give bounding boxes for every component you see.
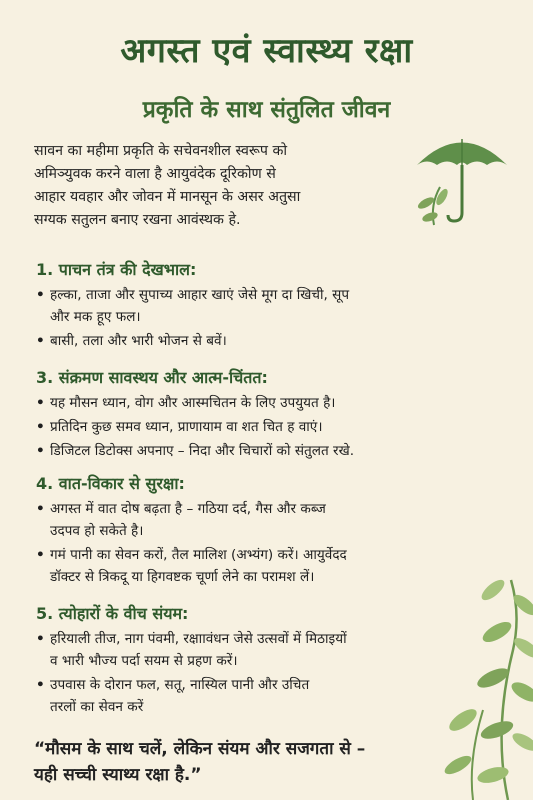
intro-paragraph	[34, 140, 414, 232]
page-title: अगस्त एवं स्वास्थ्य रक्षा	[120, 31, 413, 71]
list-item-line: हरियाली तीज, नाग पंवमी, रक्षाावंधन जेसे उत्सवों में मिठाइयों	[50, 631, 347, 647]
list-item-line: बासी, तला और भारी भोजन से बवें।	[50, 333, 227, 349]
bullet-icon: •	[36, 501, 45, 517]
list-item-line: व भारी भौज्य पर्दा सयम से प्रहण करें।	[50, 653, 238, 669]
bullet-icon: •	[36, 443, 45, 459]
page-subtitle: प्रकृति के साथ संतुलित जीवन	[142, 97, 391, 123]
list-item	[36, 498, 506, 542]
list-item-line: प्रतिदिन कुछ समव ध्यान, प्राणायाम वा शत चित ह वाएं।	[50, 419, 323, 435]
umbrella-icon	[412, 125, 512, 235]
list-item-line: और मक हूए फल।	[50, 309, 141, 325]
list-item	[36, 440, 506, 462]
list-item-line: उपवास के दोरान फल, सतू, नास्यिल पानी और उचित	[50, 677, 310, 693]
bullet-icon: •	[36, 419, 45, 435]
bullet-icon: •	[36, 333, 45, 349]
section-title: 3. संक्रमण सावस्थय और आत्म-चिंतत:	[36, 368, 268, 387]
leaf-branch-icon	[413, 560, 533, 800]
section-title: 1. पाचन तंत्र की देखभाल:	[36, 260, 197, 279]
bullet-icon: •	[36, 395, 45, 411]
list-item	[36, 330, 506, 352]
list-item	[36, 416, 506, 438]
section-immunity	[36, 366, 506, 464]
quote-line: यही सच्ची स्याथ्य रक्षा है.”	[34, 765, 202, 785]
list-item-line: यह मौसन ध्यान, वोग और आस्मचितन के लिए उपयुयत है।	[50, 395, 336, 411]
section-title: 5. त्योहारों के वीच संयम:	[36, 604, 189, 623]
intro-line: अमिञ्युवक करने वाला है आयुवंदेक दूरिकोण से	[34, 166, 276, 182]
quote-line: “मौसम के साथ चलें, लेकिन संयम और सजगता से –	[34, 739, 366, 759]
list-item-line: डिजिटल डिटोक्स अपनाए – निदा और चिचारों को संतुलत रखे.	[50, 443, 355, 459]
section-digestion	[36, 258, 506, 354]
list-item-line: तरलों का सेवन करें	[50, 699, 144, 715]
list-item-line: हल्का, ताजा और सुपाच्य आहार खाएं जेसे मूग दा खिची, सूप	[50, 287, 350, 303]
section-title: 4. वात-विकार से सुरक्षा:	[36, 474, 185, 493]
list-item-line: डॉक्टर से त्रिकदू या हिगवष्टक चूर्णा लेने का परामश लें।	[50, 569, 315, 585]
bullet-icon: •	[36, 631, 45, 647]
closing-quote	[34, 736, 454, 788]
list-item-line: उदपव हो सकेते है।	[50, 523, 144, 539]
bullet-icon: •	[36, 677, 45, 693]
list-item-line: अगस्त में वात दोष बढ़ता है – गठिया दर्द, गैस और कब्ज	[50, 501, 326, 517]
list-item-line: गमं पानी का सेवन करों, तैल मालिश (अभ्यंग) करें। आयुर्वेदद	[50, 547, 347, 563]
intro-line: सग्यक सतुलन बनाए रखना आवंस्थक हे.	[34, 212, 241, 228]
intro-line: आहार यवहार और जोवन में मानसून के असर अतुसा	[34, 189, 301, 205]
list-item	[36, 284, 506, 328]
bullet-icon: •	[36, 547, 45, 563]
bullet-icon: •	[36, 287, 45, 303]
list-item	[36, 392, 506, 414]
intro-line: सावन का महीमा प्रकृति के सचेवनशील स्वरूप को	[34, 143, 288, 159]
